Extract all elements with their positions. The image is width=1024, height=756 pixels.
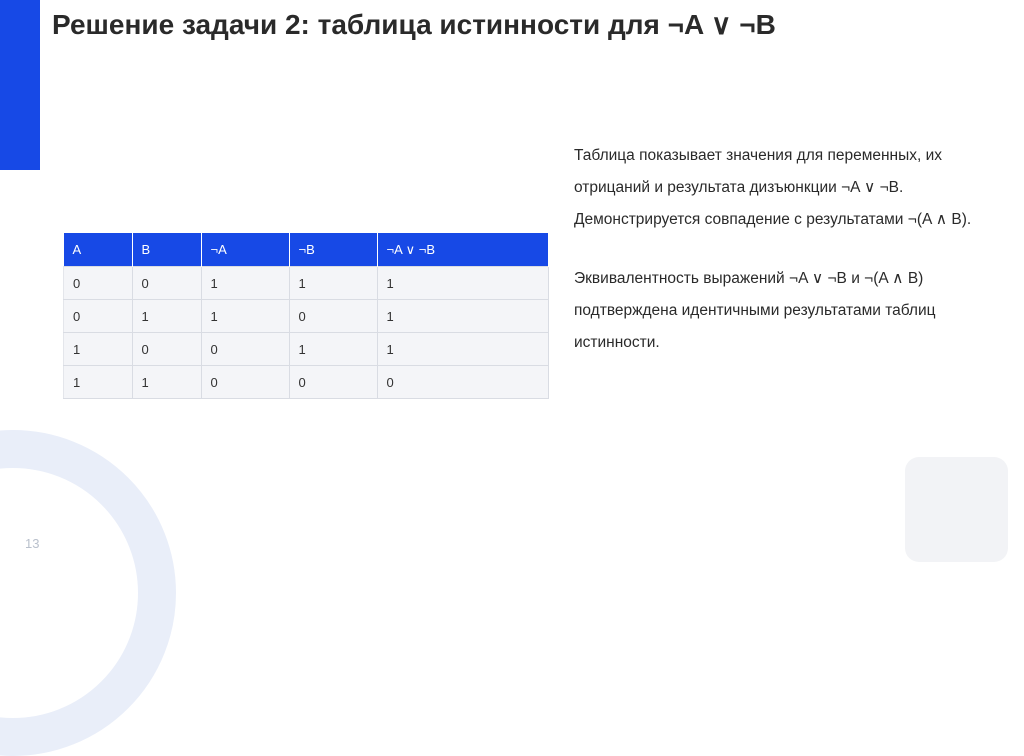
table-cell: 1 — [201, 267, 289, 300]
decorative-square — [905, 457, 1008, 562]
table-row — [64, 333, 549, 366]
header-cell: ¬B — [289, 233, 377, 267]
table-cell: 0 — [132, 267, 201, 300]
description-paragraph-2: Эквивалентность выражений ¬A ∨ ¬B и ¬(A ∧ B) подтверждена идентичными результатами таблиц истинности. — [574, 270, 936, 351]
table-cell: 0 — [201, 366, 289, 399]
table-cell: 1 — [289, 267, 377, 300]
description — [574, 140, 1004, 359]
header-cell: B — [132, 233, 201, 267]
header-cell: ¬A ∨ ¬B — [377, 233, 548, 267]
truth-table — [63, 233, 549, 399]
table-cell: 1 — [377, 300, 548, 333]
table-cell: 1 — [64, 333, 133, 366]
table-cell: 0 — [377, 366, 548, 399]
table-row — [64, 300, 549, 333]
table-cell: 0 — [64, 300, 133, 333]
table-cell: 0 — [64, 267, 133, 300]
table-row — [64, 267, 549, 300]
table-cell: 1 — [201, 300, 289, 333]
table-cell: 1 — [132, 366, 201, 399]
header-cell: A — [64, 233, 133, 267]
table-cell: 1 — [64, 366, 133, 399]
table-header-row — [64, 233, 549, 267]
table-cell: 0 — [132, 333, 201, 366]
decorative-circle — [0, 430, 176, 756]
table-cell: 1 — [377, 333, 548, 366]
table-cell: 0 — [201, 333, 289, 366]
table-cell: 1 — [289, 333, 377, 366]
table-row — [64, 366, 549, 399]
page-number: 13 — [25, 536, 40, 551]
slide-title: Решение задачи 2: таблица истинности для ¬A ∨ ¬B — [52, 9, 776, 40]
header-cell: ¬A — [201, 233, 289, 267]
table-cell: 0 — [289, 366, 377, 399]
table-cell: 1 — [377, 267, 548, 300]
description-paragraph-1: Таблица показывает значения для переменных, их отрицаний и результата дизъюнкции ¬A ∨ ¬B. Демонстрируется совпадение с результатами ¬(A ∧ B). — [574, 147, 972, 228]
table-cell: 1 — [132, 300, 201, 333]
accent-bar — [0, 0, 40, 170]
table-cell: 0 — [289, 300, 377, 333]
